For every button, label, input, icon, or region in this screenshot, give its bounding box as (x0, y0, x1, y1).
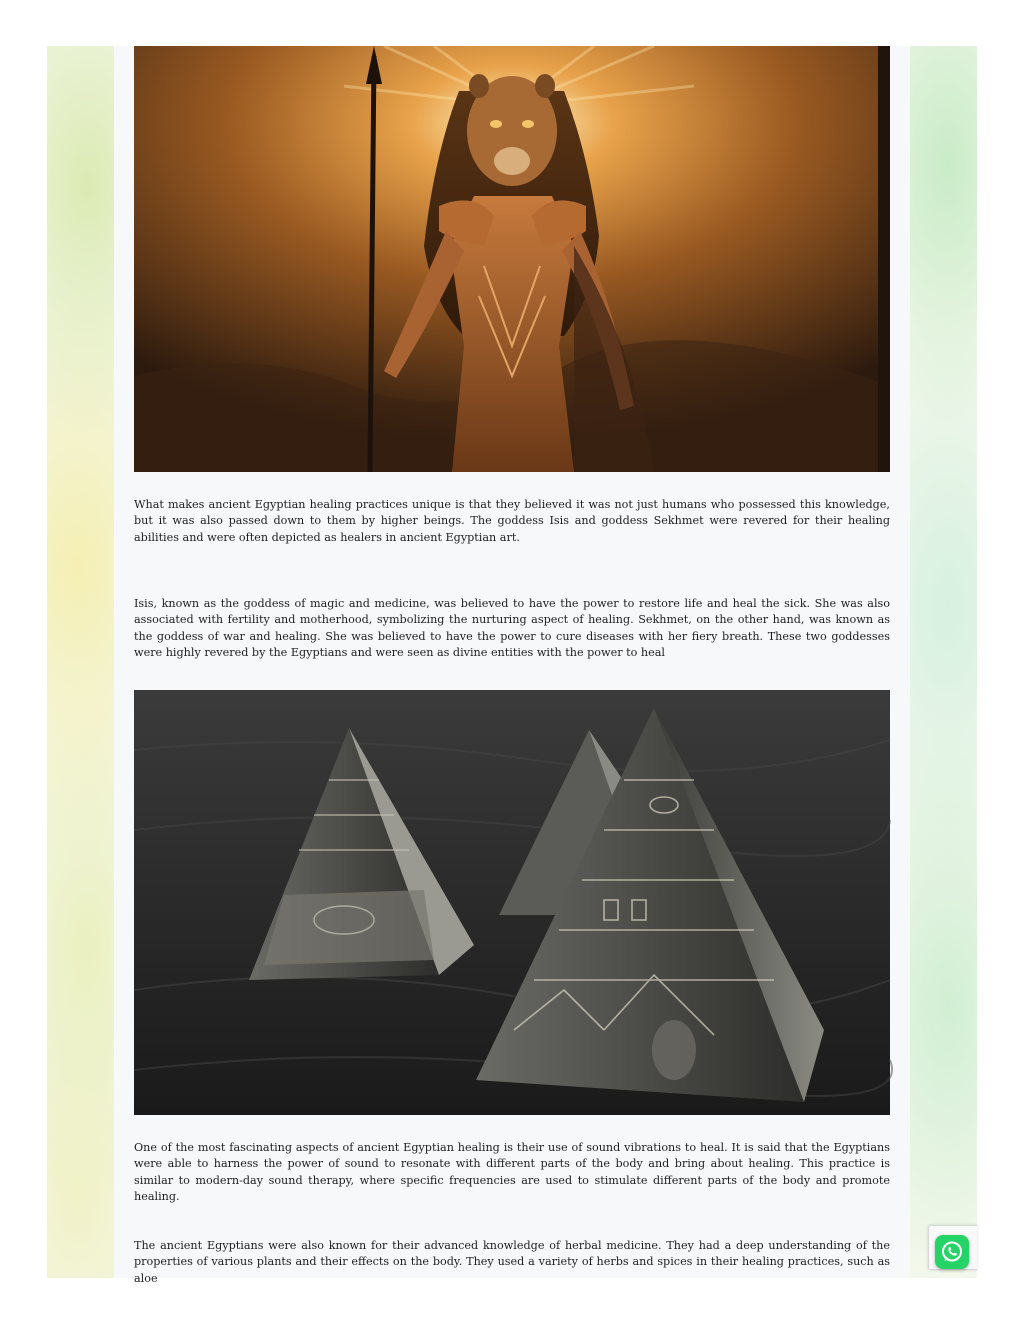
article-paragraph-4: The ancient Egyptians were also known for their advanced knowledge of herbal medicine. They had a deep understanding of the properties of various plants and their effects on the body. They used a variety of herbs and spices in their healing practices, such as aloe (134, 1239, 890, 1285)
article-paragraph-2: Isis, known as the goddess of magic and medicine, was believed to have the power to restore life and heal the sick. She was also associated with fertility and motherhood, symbolizing the nurturing aspect of healing. Sekhmet, on the other hand, was known as the goddess of war and healing. She was believed to have the power to cure diseases with her fiery breath. These two goddesses were highly revered by the Egyptians and were seen as divine entities with the power to heal (134, 597, 890, 659)
lioness-goddess-image (134, 46, 890, 472)
article-paragraph-1: What makes ancient Egyptian healing practices unique is that they believed it was not just humans who possessed this knowledge, but it was also passed down to them by higher beings. The goddess Isis and goddess Sekhmet were revered for their healing abilities and were often depicted as healers in ancient Egyptian art. (134, 498, 890, 544)
whatsapp-icon (939, 1239, 965, 1265)
article-paragraph-3: One of the most fascinating aspects of ancient Egyptian healing is their use of sound vibrations to heal. It is said that the Egyptians were able to harness the power of sound to resonate with different parts of the body and bring about healing. This practice is similar to modern-day sound therapy, where specific frequencies are used to stimulate different parts of the body and promote healing. (134, 1141, 890, 1203)
pyramids-image (134, 690, 890, 1115)
article-content (114, 46, 910, 1285)
whatsapp-button[interactable] (935, 1235, 969, 1269)
